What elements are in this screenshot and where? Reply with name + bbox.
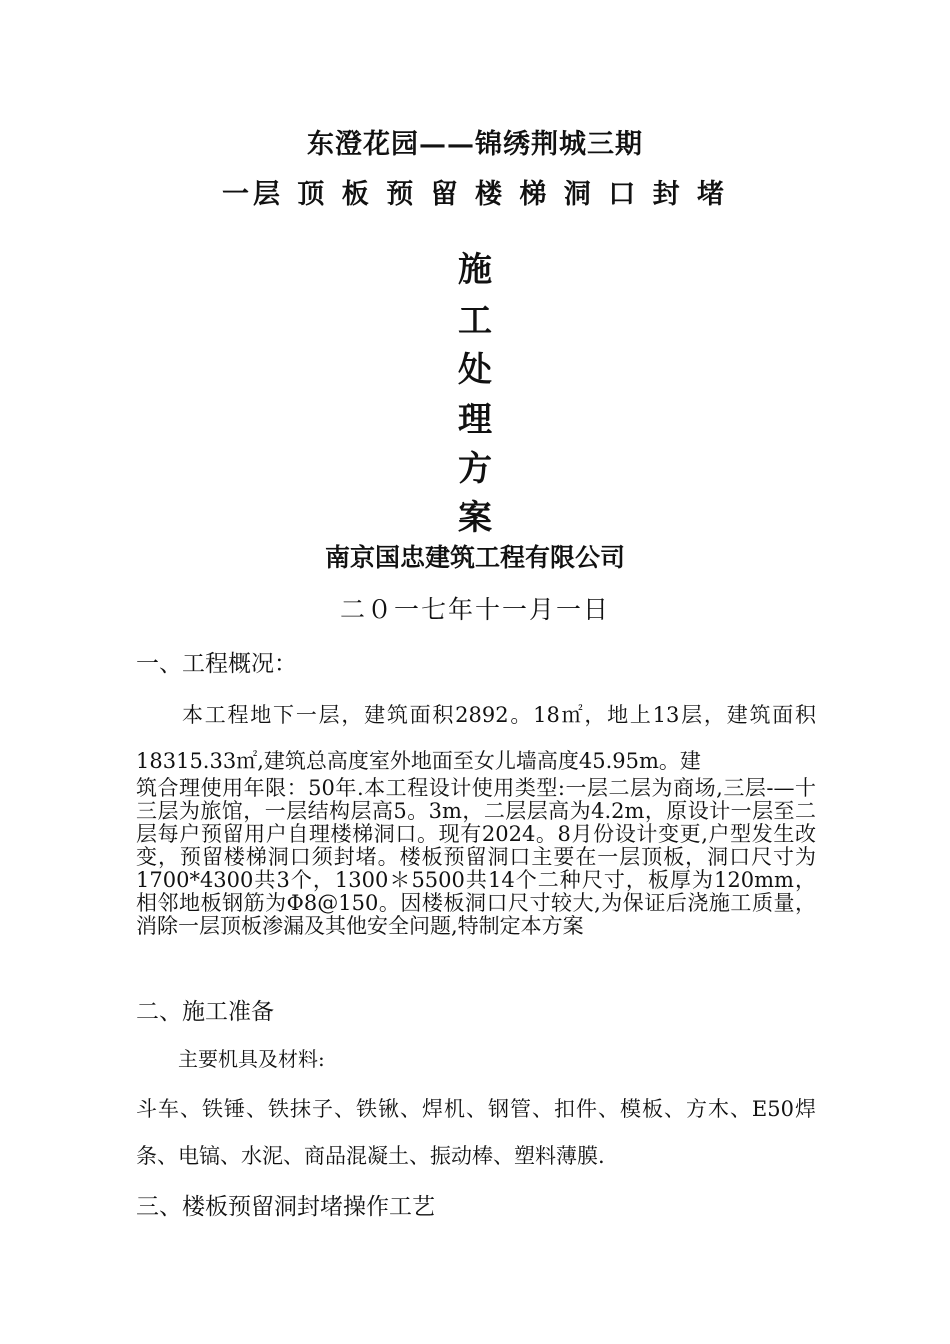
vertical-title-char: 案: [458, 498, 492, 538]
vertical-title-char: 处: [458, 350, 492, 390]
company-name: 南京国忠建筑工程有限公司: [324, 543, 625, 572]
equipment-label: 主要机具及材料:: [178, 1047, 325, 1071]
overview-paragraph-1: 本工程地下一层，建筑面积2892。18㎡，地上13层，建筑面积18315.33㎡,建筑总高度室外地面至女儿墙高度45.95m。建: [136, 703, 816, 773]
document-date: 二０一七年十一月一日: [339, 595, 610, 624]
vertical-title-char: 施: [458, 250, 492, 290]
equipment-list: 斗车、铁锤、铁抹子、铁锹、焊机、钢管、扣件、模板、方木、E50焊条、电镐、水泥、商品混凝土、振动棒、塑料薄膜.: [136, 1097, 816, 1168]
document-subtitle: 一层 顶 板 预 留 楼 梯 洞 口 封 堵: [222, 179, 728, 210]
section-heading-process: 三、楼板预留洞封堵操作工艺: [136, 1194, 435, 1220]
section-heading-overview: 一、工程概况：: [136, 651, 297, 677]
overview-paragraph-2: 筑合理使用年限：50年.本工程设计使用类型:一层二层为商场,三层-—十三层为旅馆，一层结构层高5。3m，二层层高为4.2m，原设计一层至二层每户预留用户自理楼梯洞口。现有2024。8月份设计变更,户型发生改变，预留楼梯洞口须封堵。楼板预留洞口主要在一层顶板，洞口尺寸为1700*4300共3个，1300＊5500共14个二种尺寸，板厚为120mm，相邻地板钢筋为Φ8@150。因楼板洞口尺寸较大,为保证后浇施工质量，消除一层顶板渗漏及其他安全问题,特制定本方案: [136, 776, 816, 938]
vertical-title-char: 理: [458, 400, 492, 440]
vertical-title-char: 方: [458, 449, 492, 489]
project-title: 东澄花园——锦绣荆城三期: [307, 129, 643, 160]
vertical-title-char: 工: [458, 301, 492, 341]
section-heading-preparation: 二、施工准备: [136, 999, 274, 1025]
